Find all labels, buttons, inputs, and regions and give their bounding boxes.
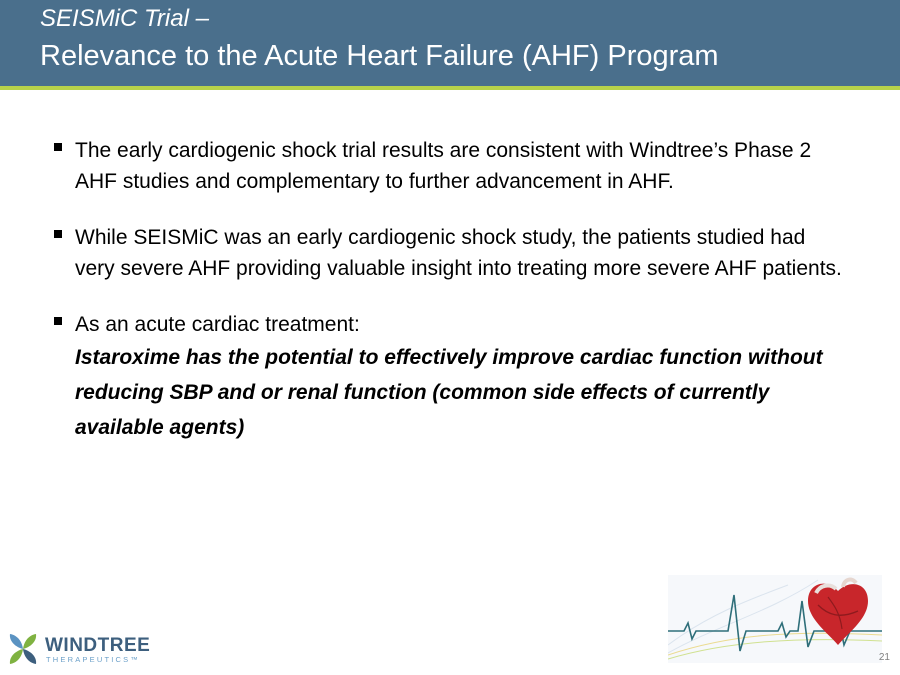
bullet-text-3-lead: As an acute cardiac treatment: xyxy=(75,313,360,336)
bullet-text-2: While SEISMiC was an early cardiogenic shock study, the patients studied had very severe AHF providing valuable insight into treating more severe AHF patients. xyxy=(75,226,842,280)
page-number: 21 xyxy=(878,652,890,663)
bullet-item-2 xyxy=(50,222,850,284)
bullet-item-3 xyxy=(50,309,850,445)
bullet-list xyxy=(50,135,850,470)
logo-wordmark: WINDTREE xyxy=(45,635,151,656)
windtree-leaf-icon xyxy=(6,632,40,666)
slide-title-line2: Relevance to the Acute Heart Failure (AHF) Program xyxy=(40,40,719,72)
heart-ecg-graphic xyxy=(668,575,882,663)
slide-header xyxy=(0,0,900,86)
windtree-logo xyxy=(6,632,156,666)
square-bullet-icon xyxy=(54,230,62,238)
bullet-text-3 xyxy=(75,309,850,445)
bullet-text-1: The early cardiogenic shock trial results are consistent with Windtree’s Phase 2 AHF studies and complementary to further advancement in AHF. xyxy=(75,139,812,193)
square-bullet-icon xyxy=(54,143,62,151)
header-accent-stripe xyxy=(0,86,900,90)
square-bullet-icon xyxy=(54,317,62,325)
bullet-text-3-emphasis: Istaroxime has the potential to effectively improve cardiac function without reducing SBP and or renal function (common side effects of currently available agents) xyxy=(75,346,823,439)
bullet-item-1 xyxy=(50,135,850,197)
slide-title-line1: SEISMiC Trial – xyxy=(40,5,209,32)
logo-tagline: THERAPEUTICS™ xyxy=(46,655,141,664)
